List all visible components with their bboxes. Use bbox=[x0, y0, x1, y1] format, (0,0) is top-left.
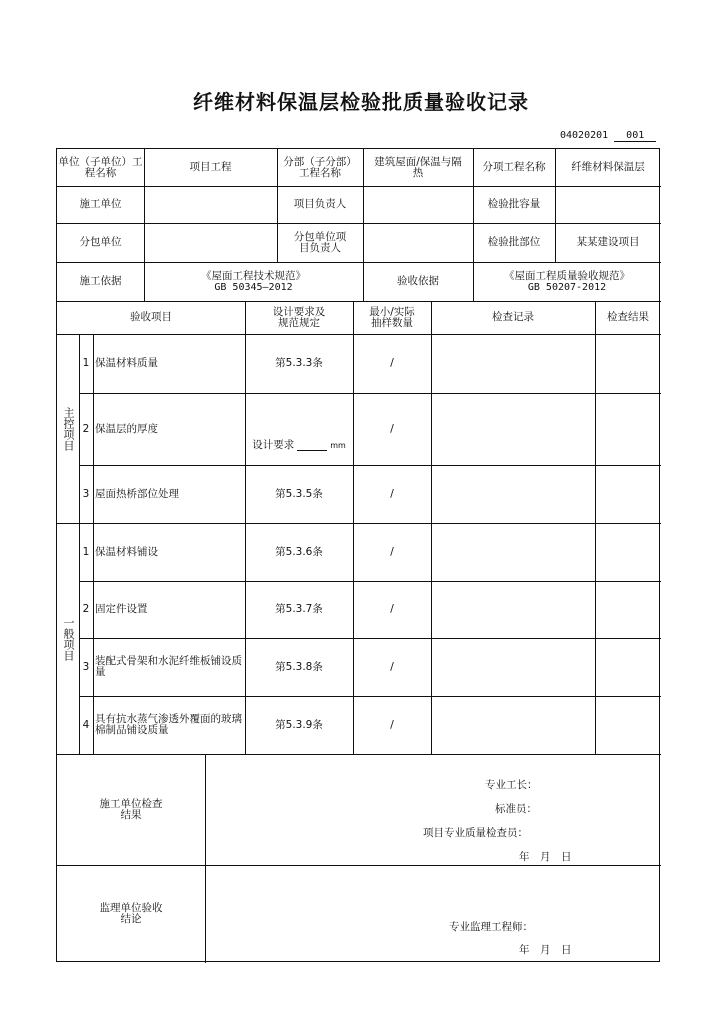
general-item-1-spec: 第5.3.6条 bbox=[275, 545, 323, 558]
main-item-1-spec: 第5.3.3条 bbox=[275, 357, 323, 369]
col-sample: 最小/实际抽样数量 bbox=[369, 305, 415, 329]
page-title: 纤维材料保温层检验批质量验收记录 bbox=[193, 90, 529, 114]
design-requirement-label: 设计要求 bbox=[252, 439, 295, 451]
col-record: 检查记录 bbox=[492, 311, 534, 323]
form-code-number: 001 bbox=[614, 130, 656, 142]
main-item-2-name: 保温层的厚度 bbox=[95, 422, 158, 435]
main-item-3-sample: / bbox=[390, 487, 394, 500]
part-value: 建筑屋面/保温与隔热 bbox=[374, 155, 462, 179]
capacity-value bbox=[555, 186, 661, 223]
supervision-check-label: 监理单位验收结论 bbox=[99, 902, 163, 925]
thickness-unit: mm bbox=[330, 441, 346, 450]
basis-standard-code: GB 50345—2012 bbox=[214, 281, 293, 293]
sub-manager-label: 分包单位项目负责人 bbox=[293, 230, 347, 254]
col-design: 设计要求及规范规定 bbox=[272, 305, 326, 329]
main-item-2-spec bbox=[245, 393, 353, 465]
general-item-2-no: 2 bbox=[82, 603, 90, 615]
col-result: 检查结果 bbox=[607, 311, 649, 323]
main-item-3-spec: 第5.3.5条 bbox=[275, 487, 323, 500]
general-item-4-name: 具有抗水蒸气渗透外覆面的玻璃棉制品铺设质量 bbox=[95, 713, 242, 736]
manager-label: 项目负责人 bbox=[293, 198, 347, 210]
general-item-1-sample: / bbox=[390, 545, 394, 558]
main-item-2-no: 2 bbox=[82, 422, 90, 435]
basis-value bbox=[144, 262, 363, 301]
main-item-1-name: 保温材料质量 bbox=[95, 357, 158, 369]
main-item-1-sample: / bbox=[390, 357, 394, 369]
sub-value: 纤维材料保温层 bbox=[571, 161, 645, 173]
subcontractor-value bbox=[144, 223, 277, 262]
general-item-3-name: 装配式骨架和水泥纤维板铺设质量 bbox=[95, 655, 242, 678]
general-item-3-spec: 第5.3.8条 bbox=[275, 660, 323, 673]
general-item-3-sample: / bbox=[390, 660, 394, 673]
main-item-3-name: 屋面热桥部位处理 bbox=[95, 487, 179, 500]
general-item-4-no: 4 bbox=[82, 718, 90, 731]
location-label: 检验批部位 bbox=[487, 236, 541, 248]
quality-inspector-label: 项目专业质量检查员： bbox=[423, 827, 528, 839]
basis-standard-name: 《屋面工程技术规范》 bbox=[201, 269, 306, 282]
accept-standard-name: 《屋面工程质量验收规范》 bbox=[504, 269, 630, 282]
general-item-2-sample: / bbox=[390, 603, 394, 615]
main-item-3-no: 3 bbox=[82, 487, 90, 500]
foreman-label: 专业工长： bbox=[485, 779, 538, 791]
standard-officer-label: 标准员： bbox=[495, 803, 537, 815]
general-item-3-no: 3 bbox=[82, 660, 90, 673]
main-item-1-no: 1 bbox=[82, 357, 90, 369]
main-group-label: 主控项目 bbox=[62, 406, 75, 451]
thickness-blank bbox=[297, 450, 327, 451]
sub-manager-value bbox=[363, 223, 473, 262]
location-value: 某某建设项目 bbox=[576, 236, 640, 248]
col-item: 验收项目 bbox=[130, 311, 172, 323]
construction-date: 年 月 日 bbox=[519, 851, 572, 863]
supervising-engineer-label: 专业监理工程师： bbox=[449, 921, 533, 933]
subcontractor-label: 分包单位 bbox=[79, 236, 122, 248]
constructor-value bbox=[144, 186, 277, 223]
unit-label: 单位（子单位）工程名称 bbox=[58, 155, 143, 179]
supervision-date: 年 月 日 bbox=[519, 944, 572, 956]
basis-label: 施工依据 bbox=[79, 275, 122, 287]
general-item-2-name: 固定件设置 bbox=[95, 603, 148, 615]
capacity-label: 检验批容量 bbox=[487, 198, 541, 210]
general-item-2-spec: 第5.3.7条 bbox=[275, 603, 323, 615]
accept-value bbox=[473, 262, 661, 301]
general-item-4-spec: 第5.3.9条 bbox=[275, 718, 323, 731]
part-label: 分部（子分部）工程名称 bbox=[283, 155, 357, 179]
inspection-table bbox=[56, 148, 660, 962]
form-code bbox=[560, 130, 656, 142]
general-item-1-name: 保温材料铺设 bbox=[95, 545, 158, 558]
constructor-label: 施工单位 bbox=[79, 198, 122, 210]
general-item-1-no: 1 bbox=[82, 545, 90, 558]
general-group-label: 一般项目 bbox=[62, 616, 75, 661]
main-item-2-sample: / bbox=[390, 422, 394, 435]
manager-value bbox=[363, 186, 473, 223]
form-code-prefix: 04020201 bbox=[560, 130, 609, 141]
general-item-4-sample: / bbox=[390, 718, 394, 731]
accept-label: 验收依据 bbox=[397, 275, 439, 287]
accept-standard-code: GB 50207-2012 bbox=[527, 281, 607, 293]
construction-check-label: 施工单位检查结果 bbox=[99, 797, 163, 821]
sub-label: 分项工程名称 bbox=[482, 161, 546, 173]
unit-value: 项目工程 bbox=[189, 161, 232, 173]
